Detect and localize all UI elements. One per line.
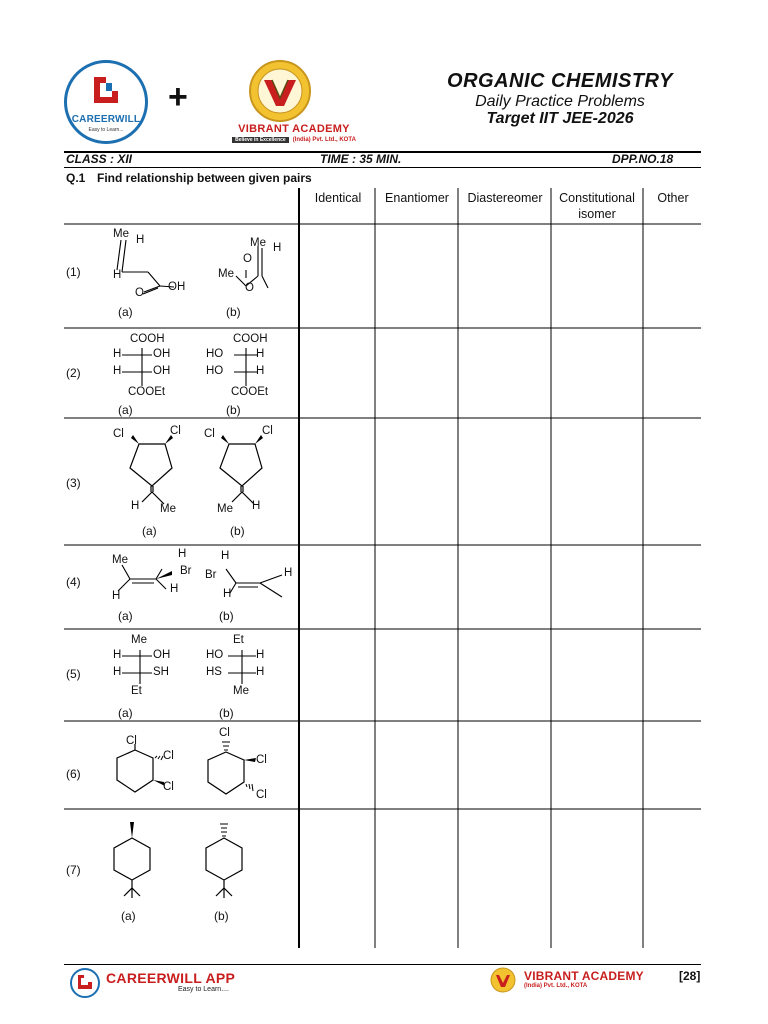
footer-vibrant-logo [485, 966, 521, 994]
chem-label: COOH [130, 333, 165, 345]
chem-label: Me [233, 685, 249, 697]
chem-label: OH [153, 649, 171, 661]
dpp-label: DPP.NO.18 [612, 152, 674, 166]
chem-label: Me [112, 554, 128, 566]
chem-label: H [256, 348, 265, 360]
row-number: (4) [66, 575, 81, 589]
chem-label: H [131, 500, 140, 512]
chem-label: Cl [204, 428, 215, 440]
chem-label: Et [131, 685, 142, 697]
part-a-label: (a) [118, 706, 133, 720]
part-a-label: (a) [142, 524, 157, 538]
footer-vibrant-name: VIBRANT ACADEMY [524, 969, 644, 983]
part-a-label: (a) [121, 909, 136, 923]
vibrant-academy-subtitle [228, 137, 360, 143]
col-constitutional-line1: Constitutional [559, 191, 635, 205]
footer-careerwill-tagline: Easy to Learn.... [178, 986, 229, 993]
chem-label: COOEt [128, 386, 166, 398]
structure-7a-drawing [106, 818, 166, 908]
page-subtitle: Daily Practice Problems [475, 93, 645, 110]
chem-label: H [256, 666, 265, 678]
part-b-label: (b) [226, 403, 241, 417]
part-a-label: (a) [118, 609, 133, 623]
careerwill-logo-tagline: Easy to Learn... [88, 127, 124, 133]
col-constitutional-isomer [551, 190, 643, 222]
careerwill-mark-icon [72, 970, 98, 996]
chem-label: H [223, 588, 232, 600]
careerwill-logo-text: CAREERWILL [71, 114, 141, 125]
chem-label: H [284, 567, 293, 579]
chem-label: Me [160, 503, 176, 515]
chem-label: OH [168, 281, 186, 293]
chem-label: Et [233, 634, 244, 646]
careerwill-logo [64, 60, 148, 144]
chem-label: Me [131, 634, 147, 646]
chem-label: H [170, 583, 179, 595]
chem-label: Cl [163, 750, 174, 762]
footer-careerwill-app: CAREERWILL APP [106, 970, 236, 986]
chem-label: Me [113, 228, 129, 240]
chem-label: SH [153, 666, 169, 678]
part-a-label: (a) [118, 305, 133, 319]
row-number: (7) [66, 863, 81, 877]
page-number: [28] [679, 969, 701, 983]
chem-label: H [221, 550, 230, 562]
chem-label: HO [206, 348, 224, 360]
structure-6a-drawing [105, 738, 185, 808]
chem-label: Me [250, 237, 266, 249]
row-number: (6) [66, 767, 81, 781]
footer-careerwill-logo [70, 968, 100, 998]
part-b-label: (b) [226, 305, 241, 319]
plus-sign: + [168, 78, 188, 116]
class-label: CLASS : XII [66, 152, 133, 166]
chem-label: COOH [233, 333, 268, 345]
chem-label: H [113, 649, 122, 661]
footer-divider [64, 964, 701, 965]
chem-label: O [243, 253, 252, 265]
row-number: (1) [66, 265, 81, 279]
chem-label: H [113, 348, 122, 360]
chem-label: HO [206, 365, 224, 377]
chem-label: HO [206, 649, 224, 661]
col-constitutional-line2: isomer [578, 207, 616, 221]
chem-label: H [256, 365, 265, 377]
page-target: Target IIT JEE-2026 [486, 110, 634, 127]
part-a-label: (a) [118, 403, 133, 417]
question-text: Find relationship between given pairs [97, 171, 312, 185]
chem-label: Cl [256, 754, 267, 766]
chem-label: H [136, 234, 145, 246]
question-number: Q.1 [66, 171, 86, 185]
page-title: ORGANIC CHEMISTRY [447, 70, 673, 92]
chem-label: Cl [126, 735, 137, 747]
row-number: (2) [66, 366, 81, 380]
chem-label: H [252, 500, 261, 512]
chem-label: H [113, 365, 122, 377]
row-number: (5) [66, 667, 81, 681]
part-b-label: (b) [219, 609, 234, 623]
vibrant-sub-text: (India) Pvt. Ltd., KOTA [292, 137, 356, 143]
chem-label: O [135, 287, 144, 299]
time-label: TIME : 35 MIN. [320, 152, 402, 166]
chem-label: H [112, 590, 121, 602]
chem-label: OH [153, 348, 171, 360]
chem-label: Cl [219, 727, 230, 739]
chem-label: HS [206, 666, 222, 678]
chem-label: OH [153, 365, 171, 377]
chem-label: H [273, 242, 282, 254]
col-diastereomer: Diastereomer [467, 191, 543, 205]
chem-label: H [113, 269, 122, 281]
vibrant-academy-name: VIBRANT ACADEMY [238, 123, 350, 135]
col-identical: Identical [314, 191, 362, 205]
vibrant-tag: Believe in Excellence [232, 137, 289, 143]
chem-label: Cl [170, 425, 181, 437]
structure-7b-drawing [198, 818, 258, 908]
chem-label: O [245, 282, 254, 294]
chem-label: Me [217, 503, 233, 515]
chem-label: H [178, 548, 187, 560]
chem-label: H [256, 649, 265, 661]
chem-label: Br [180, 565, 192, 577]
info-divider [64, 167, 701, 168]
col-other: Other [657, 191, 689, 205]
careerwill-mark-icon [92, 75, 120, 111]
part-b-label: (b) [214, 909, 229, 923]
chem-label: Br [205, 569, 217, 581]
chem-label: Cl [262, 425, 273, 437]
chem-label: Me [218, 268, 234, 280]
chem-label: H [113, 666, 122, 678]
chem-label: COOEt [231, 386, 269, 398]
col-enantiomer: Enantiomer [385, 191, 449, 205]
chem-label: Cl [256, 789, 267, 801]
row-number: (3) [66, 476, 81, 490]
chem-label: Cl [113, 428, 124, 440]
part-b-label: (b) [219, 706, 234, 720]
footer-vibrant-sub: (India) Pvt. Ltd., KOTA [524, 983, 588, 989]
part-b-label: (b) [230, 524, 245, 538]
chem-label: Cl [163, 781, 174, 793]
